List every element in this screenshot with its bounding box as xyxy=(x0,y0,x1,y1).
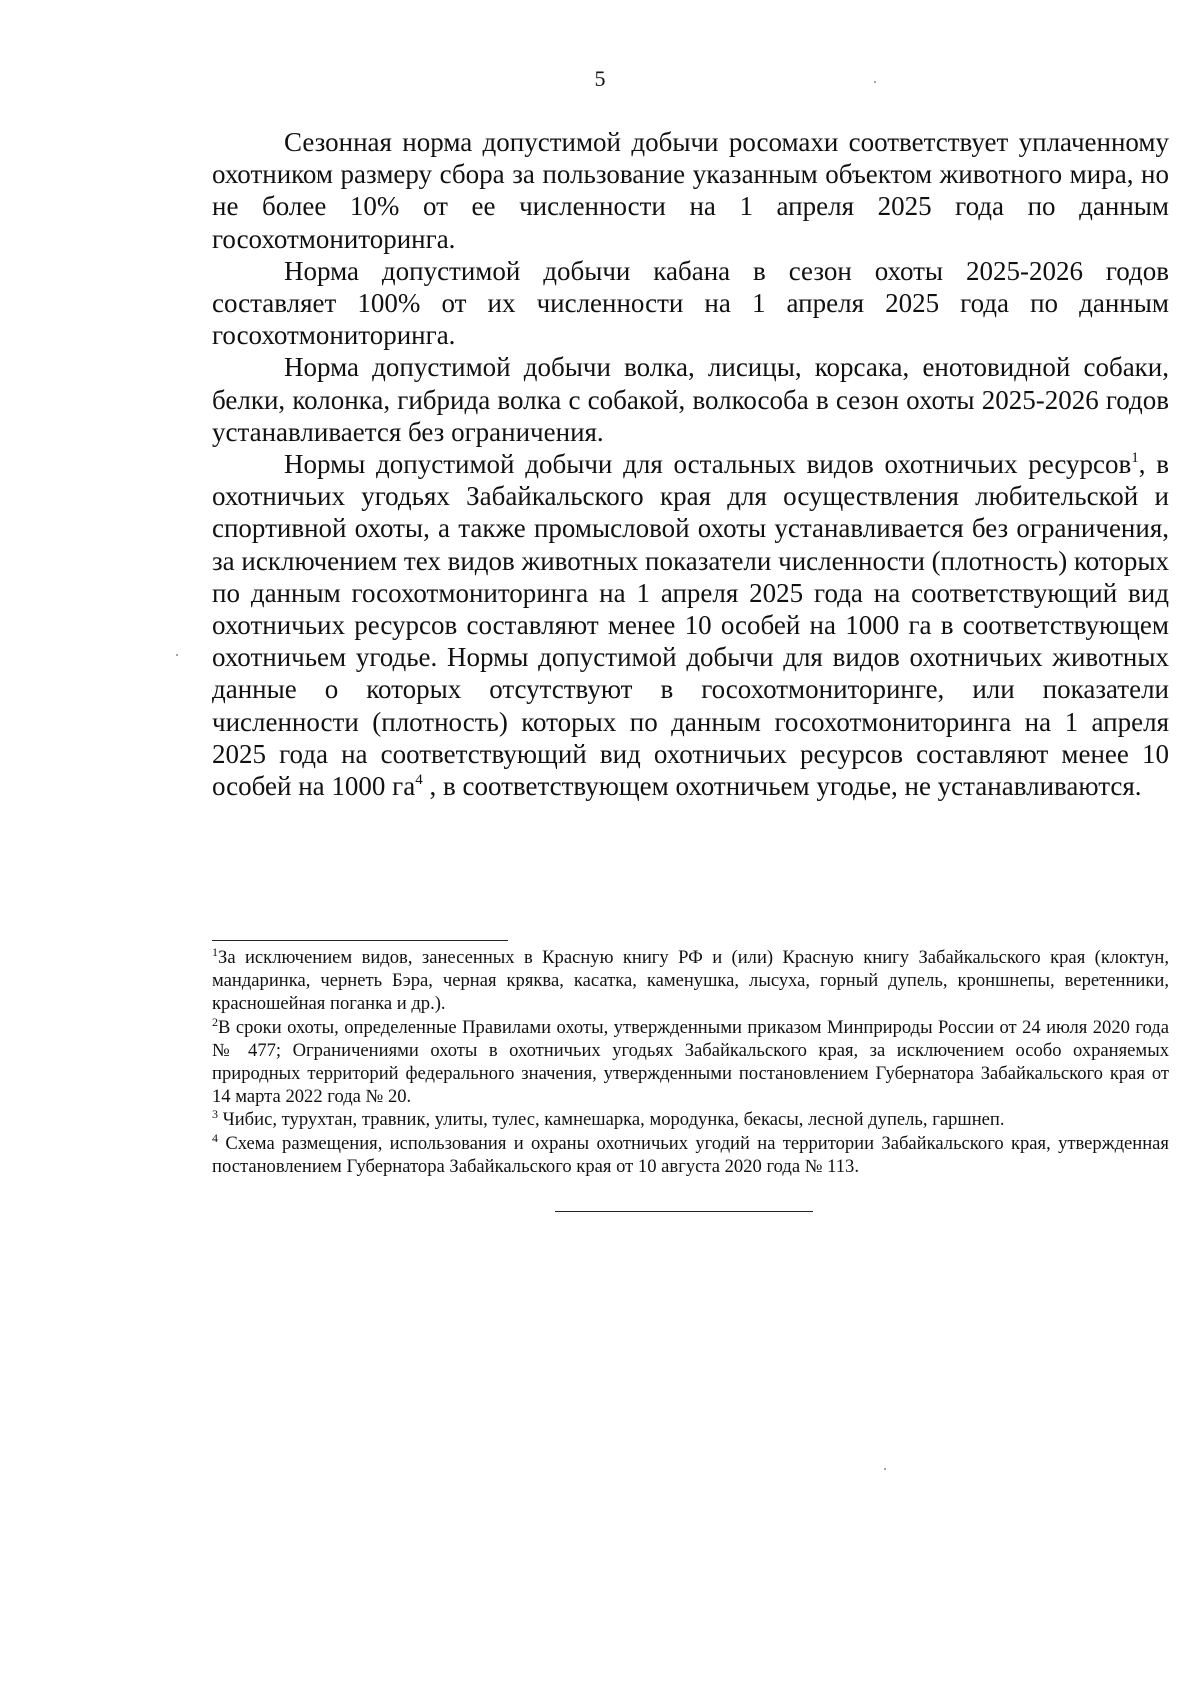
footnote-text: Чибис, турухтан, травник, улиты, тулес, камнешарка, мородунка, бекасы, лесной дупель, гаршнеп. xyxy=(218,1109,1005,1131)
footnote-item xyxy=(212,1132,1169,1178)
footnote-item xyxy=(212,946,1169,1016)
paragraph-text-part: , в охотничьих угодьях Забайкальского края для осуществления любительской и спортивной охоты, а также промысловой охоты устанавливается без ограничения, за исключением тех видов животных показатели численности (плотность) которых по данным госохотмониторинга на 1 апреля 2025 года на соответствующий вид охотничьих ресурсов составляют менее 10 особей на 1000 га в соответствующем охотничьем угодье. Нормы допустимой добычи для видов охотничьих животных данные о которых отсутствуют в госохотмониторинге, или показатели численности (плотность) которых по данным госохотмониторинга на 1 апреля 2025 года на соответствующий вид охотничьих ресурсов составляют менее 10 особей на 1000 га xyxy=(212,449,1169,802)
page-number: 5 xyxy=(594,66,606,91)
paragraph-wolf-fox-norm: Норма допустимой добычи волка, лисицы, корсака, енотовидной собаки, белки, колонка, гибрида волка с собакой, волкособа в сезон охоты 2025-2026 годов устанавливается без ограничения. xyxy=(212,352,1169,447)
scan-speck xyxy=(884,1468,886,1470)
footnote-text: В сроки охоты, определенные Правилами охоты, утвержденными приказом Минприроды России от 24 июля 2020 года № 477; Ограничениями охоты в охотничьих угодьях Забайкальского края, за исключением особо охраняемых природных территорий федерального значения, утвержденными постановлением Губернатора Забайкальского края от 14 марта 2022 года № 20. xyxy=(212,1016,1169,1108)
paragraph-other-species-norm xyxy=(212,448,1169,802)
paragraph-boar-norm: Норма допустимой добычи кабана в сезон охоты 2025-2026 годов составляет 100% от их численности на 1 апреля 2025 года по данным госохотмониторинга. xyxy=(212,255,1169,351)
footnote-mark: 4 xyxy=(212,1130,218,1145)
footnote-text: Схема размещения, использования и охраны охотничьих угодий на территории Забайкальского края, утвержденная постановлением Губернатора Забайкальского края от 10 августа 2020 года № 113. xyxy=(212,1132,1169,1177)
footnote-separator xyxy=(212,940,508,941)
paragraph-text-part: , в соответствующем охотничьем угодье, не устанавливаются. xyxy=(422,771,1142,802)
footnote-item xyxy=(212,1016,1169,1109)
footnotes xyxy=(212,946,1169,1178)
footnote-mark: 3 xyxy=(212,1107,218,1122)
footnote-mark: 1 xyxy=(212,945,218,959)
end-of-document-line xyxy=(555,1211,813,1212)
footnote-item xyxy=(212,1108,1169,1131)
paragraph-wolverine-norm: Сезонная норма допустимой добычи росомахи соответствует уплаченному охотником размеру сбора за пользование указанным объектом животного мира, но не более 10% от ее численности на 1 апреля 2025 года по данным госохотмониторинга. xyxy=(212,127,1169,254)
main-text xyxy=(212,126,1169,802)
paragraph-text-part: Нормы допустимой добычи для остальных видов охотничьих ресурсов xyxy=(284,449,1132,480)
footnote-reference: 4 xyxy=(415,772,423,789)
footnote-mark: 2 xyxy=(212,1014,218,1029)
footnote-text: За исключением видов, занесенных в Красную книгу РФ и (или) Красную книгу Забайкальского края (клоктун, мандаринка, чернеть Бэра, черная кряква, касатка, каменушка, лысуха, горный дупель, кроншнепы, веретенники, красношейная поганка и др.). xyxy=(212,947,1169,1015)
scan-speck xyxy=(176,654,178,656)
footnote-reference: 1 xyxy=(1131,450,1139,467)
scan-speck xyxy=(874,81,876,83)
